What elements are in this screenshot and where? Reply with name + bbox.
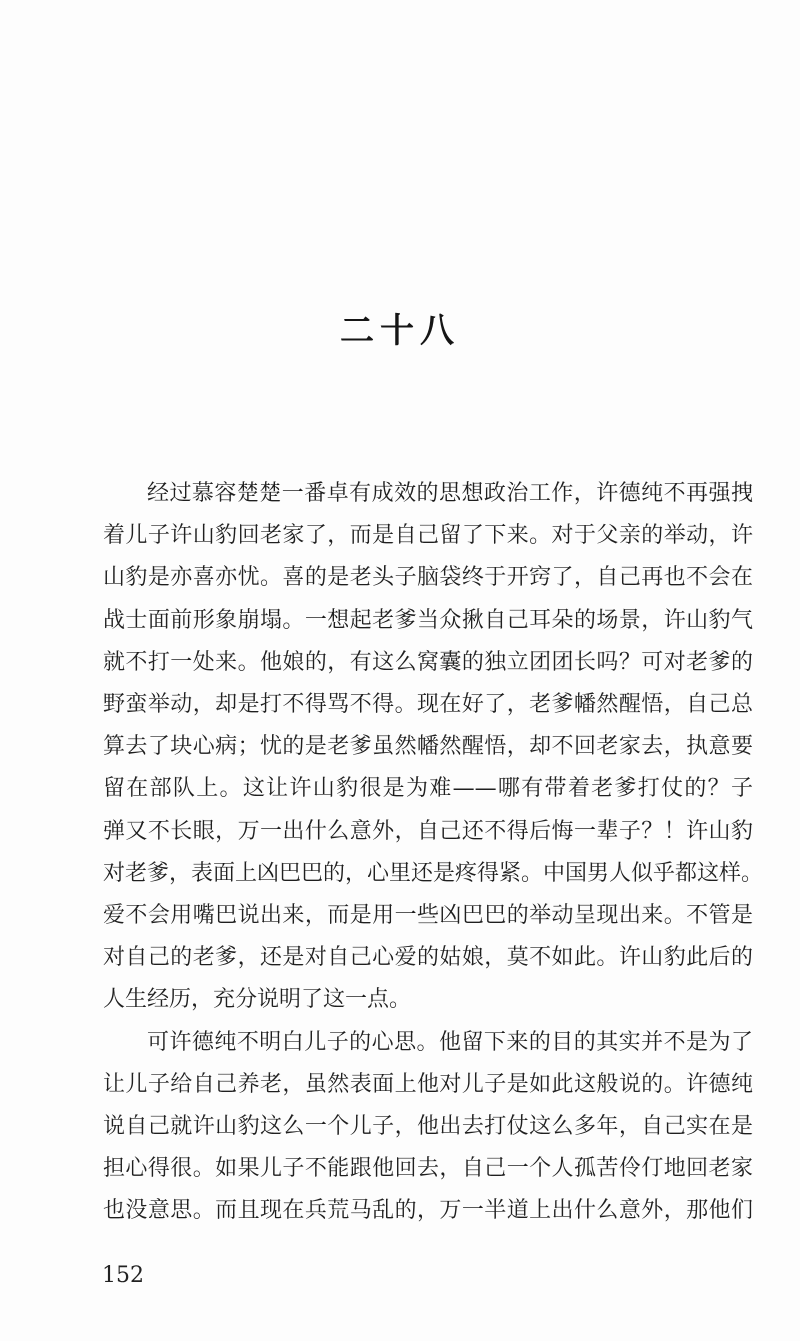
text-line: 算去了块心病；忧的是老爹虽然幡然醒悟，却不回老家去，执意要 <box>103 734 753 760</box>
text-line: 战士面前形象崩塌。一想起老爹当众揪自己耳朵的场景，许山豹气 <box>103 607 753 633</box>
text-line: 经过慕容楚楚一番卓有成效的思想政治工作，许德纯不再强拽 <box>147 481 753 506</box>
text-line: 也没意思。而且现在兵荒马乱的，万一半道上出什么意外，那他们 <box>103 1198 753 1224</box>
text-line: 山豹是亦喜亦忧。喜的是老头子脑袋终于开窍了，自己再也不会在 <box>103 565 753 591</box>
text-line: 对老爹，表面上凶巴巴的，心里还是疼得紧。中国男人似乎都这样。 <box>103 860 764 886</box>
text-line: 担心得很。如果儿子不能跟他回去，自己一个人孤苦伶仃地回老家 <box>103 1156 753 1182</box>
text-line: 就不打一处来。他娘的，有这么窝囊的独立团团长吗？可对老爹的 <box>103 649 753 675</box>
text-line: 爱不会用嘴巴说出来，而是用一些凶巴巴的举动呈现出来。不管是 <box>103 903 753 929</box>
text-line: 对自己的老爹，还是对自己心爱的姑娘，莫不如此。许山豹此后的 <box>103 945 753 971</box>
text-line: 着儿子许山豹回老家了，而是自己留了下来。对于父亲的举动，许 <box>103 523 753 549</box>
page-number: 152 <box>102 1263 144 1288</box>
text-line: 人生经历，充分说明了这一点。 <box>103 987 412 1013</box>
text-line: 野蛮举动，却是打不得骂不得。现在好了，老爹幡然醒悟，自己总 <box>103 692 753 718</box>
chapter-title: 二十八 <box>340 311 460 351</box>
paragraph-2 <box>103 1022 753 1233</box>
text-line: 留在部队上。这让许山豹很是为难——哪有带着老爹打仗的？子 <box>103 776 753 802</box>
paragraph-1 <box>103 473 764 1022</box>
body-text <box>103 473 764 1233</box>
text-line: 说自己就许山豹这么一个儿子，他出去打仗这么多年，自己实在是 <box>103 1114 753 1140</box>
text-line: 让儿子给自己养老，虽然表面上他对儿子是如此这般说的。许德纯 <box>103 1071 753 1097</box>
text-line: 可许德纯不明白儿子的心思。他留下来的目的其实并不是为了 <box>147 1029 753 1055</box>
text-line: 弹又不长眼，万一出什么意外，自己还不得后悔一辈子？！许山豹 <box>103 818 753 844</box>
